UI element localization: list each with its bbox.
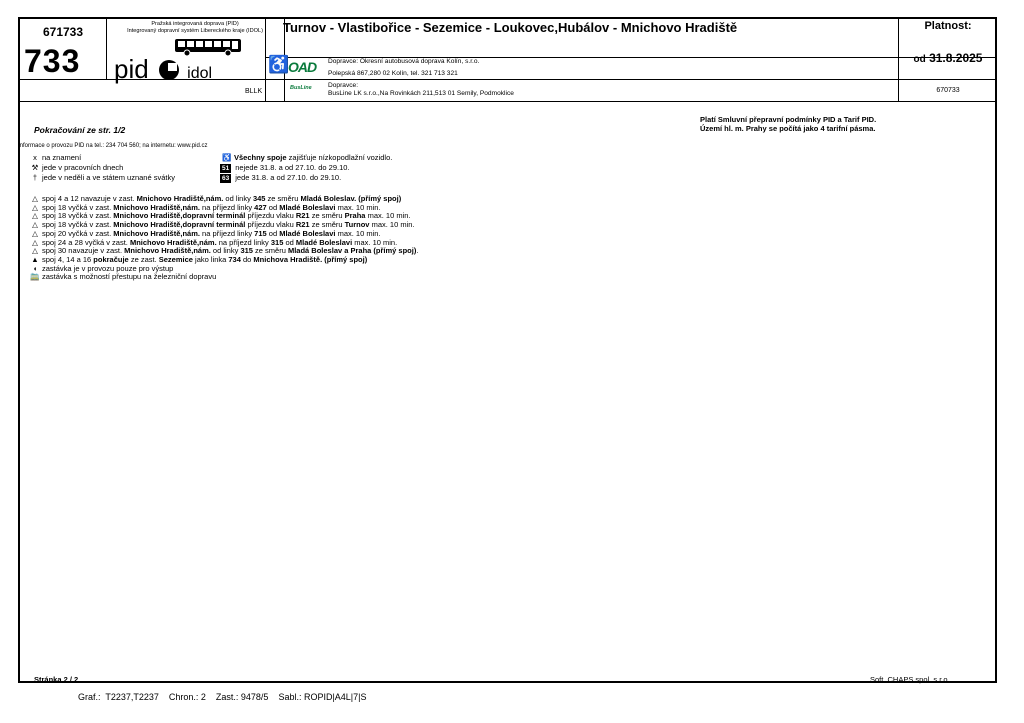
note-symbol: ◖: [32, 263, 38, 273]
legend-text: jede v pracovních dnech: [42, 163, 124, 172]
note-text: od: [266, 202, 280, 212]
legend-symbol: x: [33, 153, 37, 162]
header-bottom-line: [20, 101, 995, 102]
note-text: spoj 4 a 12 navazuje v zast.: [42, 194, 137, 203]
note-symbol: △: [32, 228, 38, 238]
license-code: 670733: [936, 87, 960, 94]
note-item: [28, 273, 418, 282]
oad-logo-text: OAD: [288, 59, 317, 75]
note-text: Mladá Boleslav. (přímý spoj): [300, 194, 402, 203]
note-text: na příjezd linky: [199, 202, 255, 212]
note-text: zastávka je v provozu pouze pro výstup: [42, 263, 174, 273]
legend-item: [220, 163, 392, 173]
legend-symbol: ⚒: [31, 163, 39, 172]
note-text: na příjezd linky: [199, 228, 255, 238]
legend-text: nejede 31.8. a od 27.10. do 29.10.: [235, 163, 350, 172]
note-symbol: △: [32, 246, 38, 256]
legend-left: [28, 153, 175, 183]
note-symbol: △: [32, 202, 38, 212]
note-text: 734: [228, 254, 241, 264]
notes-list: [28, 195, 418, 282]
note-text: příjezdu vlaku: [245, 220, 296, 230]
carrier-1: [328, 58, 479, 78]
legend-code-box: 63: [222, 175, 230, 182]
note-text: od linky: [210, 246, 241, 256]
note-symbol: △: [32, 220, 38, 230]
note-text: max. 10 min.: [369, 220, 415, 230]
note-text: 427: [254, 202, 267, 212]
carrier-2-address: BusLine LK s.r.o.,Na Rovinkách 211,513 01 Semily, Podmoklice: [328, 90, 514, 97]
note-text: Mladé Boleslavi: [279, 202, 336, 212]
note-text: spoj 20 vyčká v zast.: [42, 228, 114, 238]
note-symbol: △: [32, 211, 38, 221]
validity-label: Platnost:: [924, 20, 972, 32]
note-text: ze směru: [309, 211, 345, 221]
legend-code-box: 51: [222, 165, 230, 172]
wheelchair-icon: ♿: [268, 55, 290, 74]
note-text: spoj 4, 14 a 16: [42, 254, 94, 264]
timetable-code: 671733: [42, 25, 84, 39]
legend-item: [220, 153, 392, 163]
carrier-2: [328, 82, 514, 98]
note-text: R21: [295, 220, 310, 230]
note-text: zastávka s možností přestupu na železniční dopravu: [42, 272, 217, 282]
organizer-name: [106, 21, 284, 35]
note-text: ze směru: [252, 246, 288, 256]
pid-logo-mark: [158, 59, 180, 81]
region-code: BLLK: [245, 88, 263, 95]
note-text: 715: [254, 228, 267, 238]
note-text: 315: [270, 237, 284, 247]
idol-logo-text: idol: [187, 65, 213, 82]
legend-text: jede 31.8. a od 27.10. do 29.10.: [235, 173, 342, 182]
note-text: Mnichovo Hradiště,nám.: [113, 202, 200, 212]
note-text: Mnichovo Hradiště,dopravní terminál: [113, 220, 246, 230]
line-number: 733: [24, 43, 81, 79]
note-text: pokračuje: [93, 254, 129, 264]
legend-bold-text: Všechny spoje: [234, 153, 287, 162]
info-line: Informace o provozu PID na tel.: 234 704 560; na internetu: www.pid.cz: [18, 143, 208, 149]
note-text: max. 10 min.: [335, 228, 381, 238]
organizer-line-2: Integrovaný dopravní systém Libereckého kraje (IDOL): [127, 28, 263, 34]
note-text: jako linka: [192, 254, 229, 264]
note-symbol: ▲: [31, 254, 39, 264]
note-text: Mnichova Hradiště. (přímý spoj): [253, 254, 368, 264]
note-text: spoj 18 vyčká v zast.: [42, 211, 114, 221]
continued-note: Pokračování ze str. 1/2: [34, 125, 126, 135]
note-text: do: [240, 254, 254, 264]
tariff-rules: [700, 115, 876, 133]
note-text: příjezdu vlaku: [245, 211, 296, 221]
legend-right: [220, 153, 392, 183]
note-text: Sezemice: [158, 254, 193, 264]
legend-item: [28, 173, 175, 183]
note-text: 315: [240, 246, 253, 256]
validity-date: [898, 51, 998, 65]
note-text: Praha: [344, 211, 366, 221]
note-text: spoj 24 a 28 vyčká v zast.: [42, 237, 130, 247]
validity-prefix: od: [913, 54, 926, 65]
carrier-1-name: Dopravce: Okresní autobusová doprava Kolín, s.r.o.: [328, 58, 480, 65]
legend-text: zajišťuje nízkopodlažní vozidlo.: [286, 153, 393, 162]
validity-date-value: 31.8.2025: [929, 51, 983, 65]
carrier-2-label: Dopravce:: [328, 82, 359, 89]
note-text: ze směru: [265, 194, 301, 203]
note-text: max. 10 min.: [365, 211, 411, 221]
tariff-rule-2: Území hl. m. Prahy se počítá jako 4 tarifní pásma.: [700, 124, 876, 133]
pid-logo-text: pid: [114, 54, 149, 84]
legend-item: [28, 163, 175, 173]
oad-logo: [288, 59, 316, 75]
note-text: Mnichovo Hradiště,nám.: [129, 237, 217, 247]
wheelchair-icon: ♿: [222, 153, 232, 162]
note-text: od: [266, 228, 280, 238]
legend-item: [28, 153, 175, 163]
legend-symbol: †: [32, 173, 38, 182]
busline-logo: BusLine: [290, 85, 312, 91]
note-text: Mnichovo Hradiště,dopravní terminál: [113, 211, 246, 221]
note-symbol: 🚞: [30, 272, 40, 282]
note-text: Mladé Boleslavi: [295, 237, 353, 247]
organizer-line-1: Pražská integrovaná doprava (PID): [151, 21, 239, 27]
note-symbol: △: [32, 237, 38, 247]
software-credit: Soft. CHAPS spol. s r.o.: [870, 675, 950, 684]
timetable-frame: [18, 17, 997, 683]
note-text: Mnichovo Hradiště,nám.: [124, 246, 211, 256]
legend-item: [220, 173, 392, 183]
note-text: max. 10 min.: [335, 202, 381, 212]
print-info: Graf.: T2237,T2237 Chron.: 2 Zast.: 9478/5 Sabl.: ROPID|A4L|7|S: [78, 692, 367, 702]
pid-idol-logo: [114, 56, 212, 87]
note-symbol: △: [32, 194, 38, 203]
note-text: od: [283, 237, 296, 247]
note-text: na příjezd linky: [216, 237, 271, 247]
note-text: Mnichovo Hradiště,nám.: [136, 194, 224, 203]
note-text: Mladé Boleslavi: [279, 228, 336, 238]
legend-text: na znamení: [42, 153, 82, 162]
note-text: ze směru: [309, 220, 345, 230]
note-text: ze zast.: [128, 254, 159, 264]
note-text: R21: [295, 211, 310, 221]
note-text: od linky: [223, 194, 253, 203]
tariff-rule-1: Platí Smluvní přepravní podmínky PID a Tarif PID.: [700, 115, 877, 124]
route-title: Turnov - Vlastibořice - Sezemice - Loukovec,Hubálov - Mnichovo Hradiště: [283, 20, 738, 35]
carrier-1-address: Polepská 867,280 02 Kolín, tel. 321 713 321: [328, 70, 458, 77]
note-text: spoj 18 vyčká v zast.: [42, 202, 114, 212]
note-text: spoj 30 navazuje v zast.: [42, 246, 125, 256]
page-number: Stránka 2 / 2: [34, 675, 79, 684]
note-text: 345: [252, 194, 266, 203]
note-text: max. 10 min.: [352, 237, 398, 247]
note-text: Turnov: [344, 220, 370, 230]
note-text: Mnichovo Hradiště,nám.: [113, 228, 200, 238]
note-text: spoj 18 vyčká v zast.: [42, 220, 114, 230]
legend-text: jede v neděli a ve státem uznané svátky: [42, 173, 175, 182]
note-text: .: [416, 246, 419, 256]
note-text: Mladá Boleslav a Praha (přímý spoj): [287, 246, 417, 256]
